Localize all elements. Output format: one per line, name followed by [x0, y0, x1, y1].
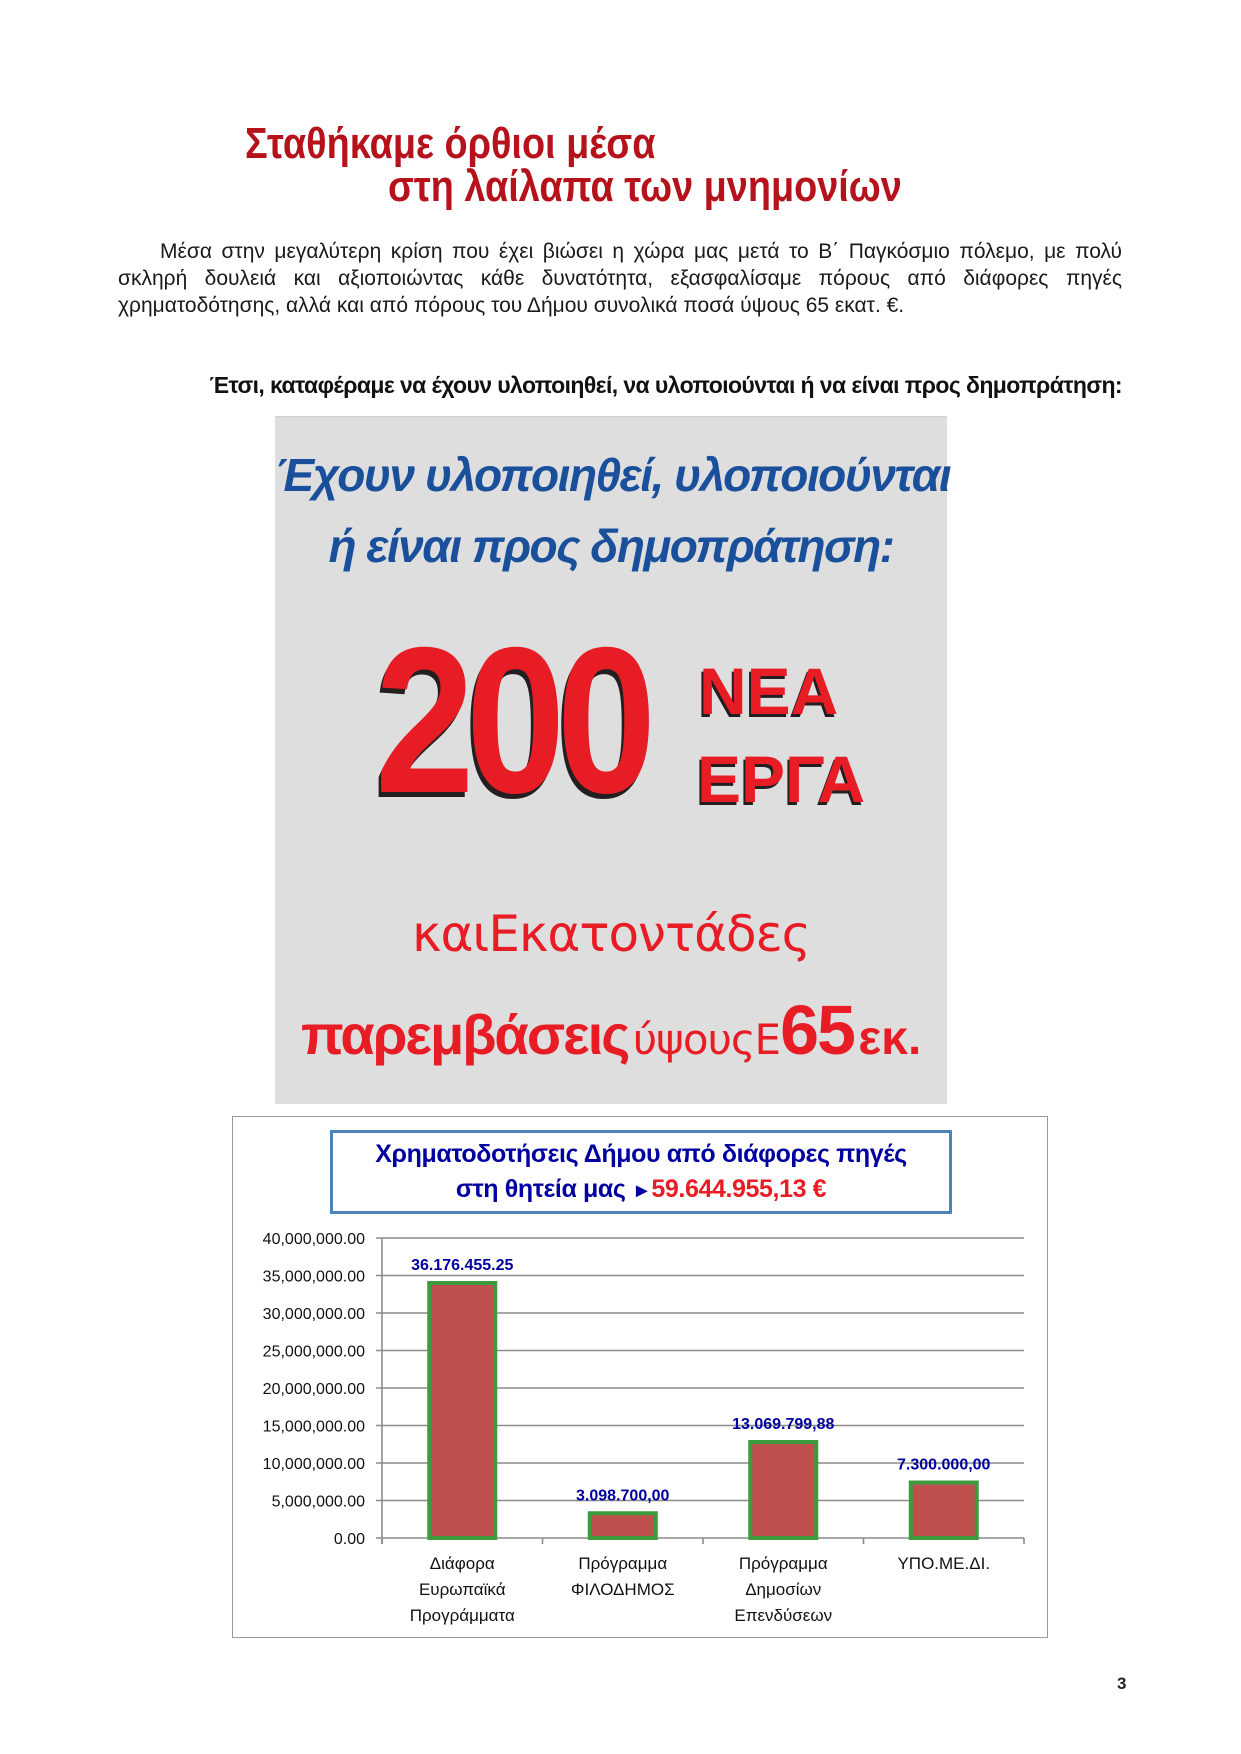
- y-tick-label: 40,000,000.00: [262, 1231, 365, 1248]
- y-tick-label: 0.00: [333, 1531, 365, 1548]
- page-number: 3: [1117, 1674, 1127, 1693]
- data-label: 3.098.700,00: [576, 1487, 670, 1505]
- y-tick-label: 10,000,000.00: [262, 1456, 365, 1473]
- y-tick-label: 25,000,000.00: [262, 1343, 365, 1361]
- y-tick-label: 5,000,000.00: [271, 1493, 365, 1511]
- interventions-line: [301, 991, 922, 1069]
- intro-paragraph: [118, 238, 1122, 319]
- x-category-label: Διάφορα: [429, 1554, 495, 1573]
- amount-prefix: ύψουςΕ: [632, 1015, 781, 1064]
- chart-title-line-1: Χρηματοδοτήσεις Δήμου από διάφορες πηγές: [375, 1140, 907, 1168]
- data-label: 7.300.000,00: [897, 1456, 991, 1474]
- projects-highlight-box: [275, 416, 951, 1104]
- chart-total-amount: 59.644.955,13 €: [651, 1175, 827, 1203]
- x-category-label: Ευρωπαϊκά: [418, 1580, 506, 1599]
- amount-number: 65: [780, 991, 854, 1069]
- interventions-word: παρεμβάσεις: [301, 1003, 629, 1066]
- y-tick-label: 30,000,000.00: [262, 1306, 365, 1323]
- intro-text: Μέσα στην μεγαλύτερη κρίση που έχει βιώσει η χώρα μας μετά το Β΄ Παγκόσμιο πόλεμο, με πολύ σκληρή δουλειά και αξιοποιώντας κάθε δυνατότητα, εξασφαλίσαμε πόρους από διάφορες πηγές χρηματοδότησης, αλλά και από πόρους του Δήμου συνολικά ποσά ύψους 65 εκατ. €.: [118, 240, 1122, 317]
- highlight-heading-line-2: ή είναι προς δημοπράτηση:: [328, 520, 894, 572]
- page-title-line-1: Σταθήκαμε όρθιοι μέσα: [245, 119, 656, 168]
- y-tick-label: 15,000,000.00: [262, 1418, 365, 1436]
- y-tick-label: 35,000,000.00: [262, 1268, 365, 1286]
- lead-statement: Έτσι, καταφέραμε να έχουν υλοποιηθεί, να υλοποιούνται ή να είναι προς δημοπράτηση:: [209, 372, 1122, 398]
- chart-title-prefix: στη θητεία μας: [455, 1175, 626, 1203]
- y-tick-label: 20,000,000.00: [262, 1381, 365, 1398]
- x-category-label: Πρόγραμμα: [578, 1554, 668, 1573]
- chart-title-line-2: [333, 1172, 949, 1209]
- page-title-line-2: στη λαίλαπα των μνημονίων: [388, 162, 902, 211]
- x-category-label: Προγράμματα: [409, 1606, 515, 1625]
- x-category-label: Πρόγραμμα: [738, 1554, 828, 1573]
- play-arrow-icon: ►: [632, 1180, 652, 1202]
- x-category-label: ΥΠΟ.ΜΕ.ΔΙ.: [897, 1554, 991, 1573]
- hundreds-line: καιΕκατοντάδες: [411, 905, 810, 963]
- x-category-label: Επενδύσεων: [734, 1606, 833, 1625]
- data-label: 36.176.455.25: [411, 1257, 514, 1274]
- chart-title: [330, 1130, 952, 1214]
- amount-unit: εκ.: [858, 1012, 922, 1065]
- x-category-label: Δημοσίων: [745, 1580, 822, 1599]
- projects-label: ΕΡΓΑ: [697, 742, 866, 816]
- data-label: 13.069.799,88: [732, 1416, 835, 1433]
- highlight-heading-line-1: Έχουν υλοποιηθεί, υλοποιούνται: [275, 449, 951, 501]
- new-label: ΝΕΑ: [699, 654, 839, 728]
- x-category-label: ΦΙΛΟΔΗΜΟΣ: [570, 1580, 675, 1599]
- projects-count: 200: [375, 605, 648, 837]
